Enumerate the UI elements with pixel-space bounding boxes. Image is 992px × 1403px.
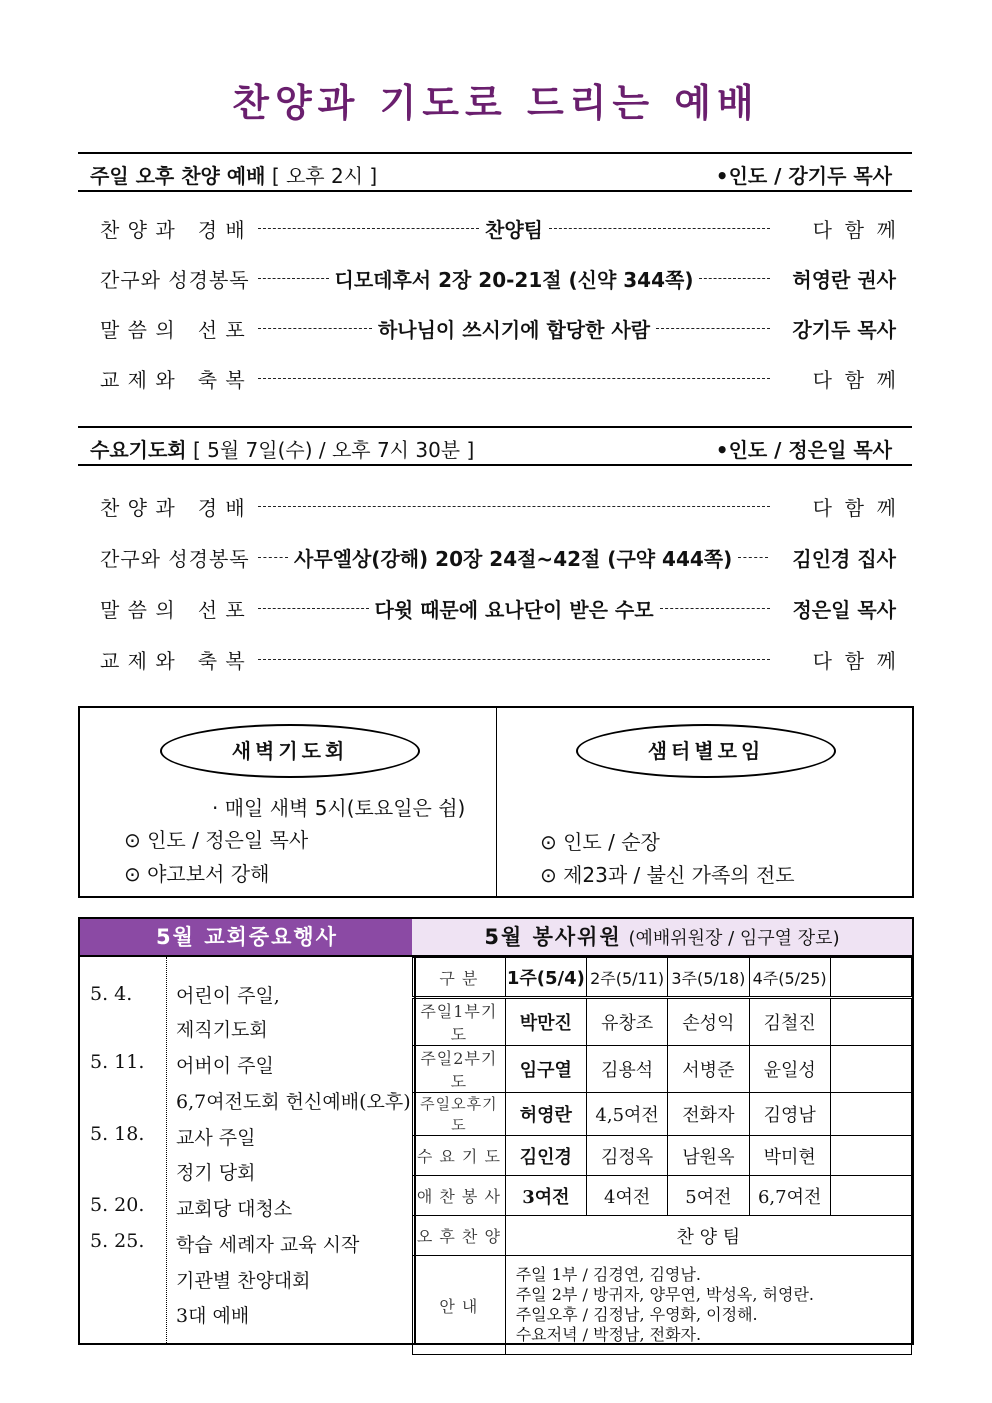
table-cell: 박미현 (749, 1136, 830, 1176)
order-row (100, 312, 896, 344)
order-row (100, 592, 896, 624)
dawn-prayer-title: 새벽기도회 (160, 724, 420, 778)
wednesday-prayer-heading: 수요기도회 (90, 438, 187, 462)
order-person: 정은일 목사 (792, 597, 897, 622)
events-divider (166, 957, 167, 1343)
dash-leader (549, 228, 770, 229)
event-text: 기관별 찬양대회 (176, 1270, 311, 1292)
service-heading: 5월 봉사위원 (484, 925, 622, 949)
afternoon-worship-time: [ 오후 2시 ] (271, 164, 378, 188)
wednesday-prayer-time: [ 5월 7일(수) / 오후 7시 30분 ] (192, 438, 475, 462)
afternoon-worship-heading: 주일 오후 찬양 예배 (90, 164, 266, 188)
table-cell: 6,7여전 (749, 1176, 830, 1216)
guide-line: 수요저녁 / 박정남, 전화자. (515, 1325, 702, 1344)
table-cell: 윤일성 (749, 1046, 830, 1093)
event-text: 어버이 주일 (176, 1055, 274, 1077)
event-text: 6,7여전도회 헌신예배(오후) (176, 1091, 411, 1113)
dawn-prayer-time: · 매일 새벽 5시(토요일은 쉼) (212, 796, 466, 820)
dash-leader (660, 608, 771, 609)
dash-leader (258, 659, 770, 660)
order-row (100, 262, 896, 294)
column-header (830, 958, 911, 998)
event-date: 5. 11. (90, 1051, 145, 1073)
table-cell: 손성익 (668, 998, 749, 1046)
dash-leader (258, 228, 479, 229)
order-label: 찬 양 과 경 배 (100, 495, 246, 520)
afternoon-worship-header (78, 152, 912, 192)
column-header: 1주(5/4) (505, 958, 586, 998)
events-panel (78, 917, 416, 1345)
table-cell: 김영남 (749, 1093, 830, 1136)
table-row (413, 1046, 912, 1093)
table-row (413, 1093, 912, 1136)
table-row (413, 1216, 912, 1256)
order-person: 다 함 께 (812, 367, 896, 392)
order-content: 다윗 때문에 요나단이 받은 수모 (374, 597, 654, 622)
table-row (413, 998, 912, 1046)
event-text: 교사 주일 (176, 1127, 256, 1149)
order-person: 김인경 집사 (792, 546, 896, 571)
box-divider (496, 708, 497, 896)
order-person: 다 함 께 (812, 495, 896, 520)
table-cell: 전화자 (668, 1093, 749, 1136)
event-text: 교회당 대청소 (176, 1198, 293, 1220)
table-cell (830, 1176, 911, 1216)
order-row (100, 541, 896, 573)
dash-leader (258, 378, 770, 379)
event-text: 학습 세례자 교육 시작 (176, 1234, 360, 1256)
row-label: 주일오후기도 (413, 1093, 506, 1136)
guide-line: 주일 2부 / 방귀자, 양무연, 박성옥, 허영란. (515, 1285, 814, 1304)
event-text: 제직기도회 (176, 1019, 268, 1041)
wednesday-prayer-header (78, 426, 912, 466)
order-label: 말 씀 의 선 포 (100, 597, 246, 622)
row-label: 주일1부기도 (413, 998, 506, 1046)
meetings-box (78, 706, 914, 898)
order-person: 다 함 께 (812, 648, 896, 673)
table-cell (830, 998, 911, 1046)
dawn-prayer-topic: ⊙ 야고보서 강해 (124, 862, 270, 886)
dash-leader (258, 328, 372, 329)
event-date: 5. 18. (90, 1123, 145, 1145)
order-person: 허영란 권사 (792, 267, 896, 292)
table-cell (830, 1136, 911, 1176)
table-cell (830, 1046, 911, 1093)
event-date: 5. 25. (90, 1230, 145, 1252)
table-cell: 김정옥 (586, 1136, 667, 1176)
table-cell: 김인경 (505, 1136, 586, 1176)
table-cell: 유창조 (586, 998, 667, 1046)
order-label: 찬 양 과 경 배 (100, 217, 246, 242)
event-text: 어린이 주일, (176, 985, 280, 1007)
dash-leader (258, 608, 369, 609)
table-cell: 남원옥 (668, 1136, 749, 1176)
dash-leader (258, 557, 288, 558)
cell-meeting-title: 샘터별모임 (576, 724, 836, 778)
table-cell: 4여전 (586, 1176, 667, 1216)
table-row (413, 1176, 912, 1216)
guide-cell (505, 1256, 911, 1355)
cell-meeting-topic: ⊙ 제23과 / 불신 가족의 전도 (540, 863, 795, 887)
order-label: 말 씀 의 선 포 (100, 317, 246, 342)
table-cell: 김철진 (749, 998, 830, 1046)
order-row (100, 212, 896, 244)
order-row (100, 362, 896, 394)
table-header-row (413, 958, 912, 998)
row-label: 수 요 기 도 (413, 1136, 506, 1176)
table-cell: 서병준 (668, 1046, 749, 1093)
row-label: 오 후 찬 양 (413, 1216, 506, 1256)
event-date: 5. 20. (90, 1194, 145, 1216)
service-heading-bar (412, 919, 912, 957)
table-cell: 허영란 (505, 1093, 586, 1136)
table-row (413, 1256, 912, 1355)
dash-leader (656, 328, 770, 329)
table-cell: 찬 양 팀 (505, 1216, 911, 1256)
row-label: 주일2부기도 (413, 1046, 506, 1093)
table-cell: 박만진 (505, 998, 586, 1046)
table-cell: 5여전 (668, 1176, 749, 1216)
afternoon-worship-leader: •인도 / 강기두 목사 (715, 164, 892, 188)
column-header: 3주(5/18) (668, 958, 749, 998)
event-text: 정기 당회 (176, 1162, 256, 1184)
table-cell: 김용석 (586, 1046, 667, 1093)
event-date: 5. 4. (90, 983, 133, 1005)
row-label: 안 내 (413, 1256, 506, 1355)
dawn-prayer-leader: ⊙ 인도 / 정은일 목사 (124, 828, 309, 852)
dash-leader (258, 506, 770, 507)
order-content: 디모데후서 2장 20-21절 (신약 344쪽) (334, 267, 694, 292)
order-content: 하나님이 쓰시기에 합당한 사람 (377, 317, 651, 342)
order-label: 교 제 와 축 복 (100, 367, 246, 392)
order-content: 사무엘상(강해) 20장 24절~42절 (구약 444쪽) (294, 546, 733, 571)
table-cell: 4,5여전 (586, 1093, 667, 1136)
dash-leader (258, 278, 329, 279)
guide-line: 주일오후 / 김정남, 우영화, 이정해. (515, 1305, 758, 1324)
order-person: 다 함 께 (812, 217, 896, 242)
order-row (100, 490, 896, 522)
events-heading: 5월 교회중요행사 (80, 919, 414, 957)
order-label: 간구와 성경봉독 (100, 267, 250, 292)
guide-line: 주일 1부 / 김경연, 김영남. (515, 1265, 701, 1284)
service-table (412, 957, 912, 1355)
order-person: 강기두 목사 (792, 317, 896, 342)
service-panel (412, 917, 914, 1345)
cell-meeting-leader: ⊙ 인도 / 순장 (540, 830, 660, 854)
table-cell: 3여전 (505, 1176, 586, 1216)
event-text: 3대 예배 (176, 1305, 250, 1327)
table-cell (830, 1093, 911, 1136)
order-row (100, 643, 896, 675)
wednesday-prayer-leader: •인도 / 정은일 목사 (715, 438, 892, 462)
column-header: 2주(5/11) (586, 958, 667, 998)
order-label: 교 제 와 축 복 (100, 648, 246, 673)
service-heading-sub: (예배위원장 / 임구열 장로) (628, 928, 840, 949)
page-title: 찬양과 기도로 드리는 예배 (232, 81, 760, 125)
table-row (413, 1136, 912, 1176)
column-header: 구 분 (413, 958, 506, 998)
order-content: 찬양팀 (485, 217, 543, 242)
column-header: 4주(5/25) (749, 958, 830, 998)
dash-leader (699, 278, 770, 279)
row-label: 애 찬 봉 사 (413, 1176, 506, 1216)
dash-leader (738, 557, 768, 558)
order-label: 간구와 성경봉독 (100, 546, 250, 571)
table-cell: 임구열 (505, 1046, 586, 1093)
